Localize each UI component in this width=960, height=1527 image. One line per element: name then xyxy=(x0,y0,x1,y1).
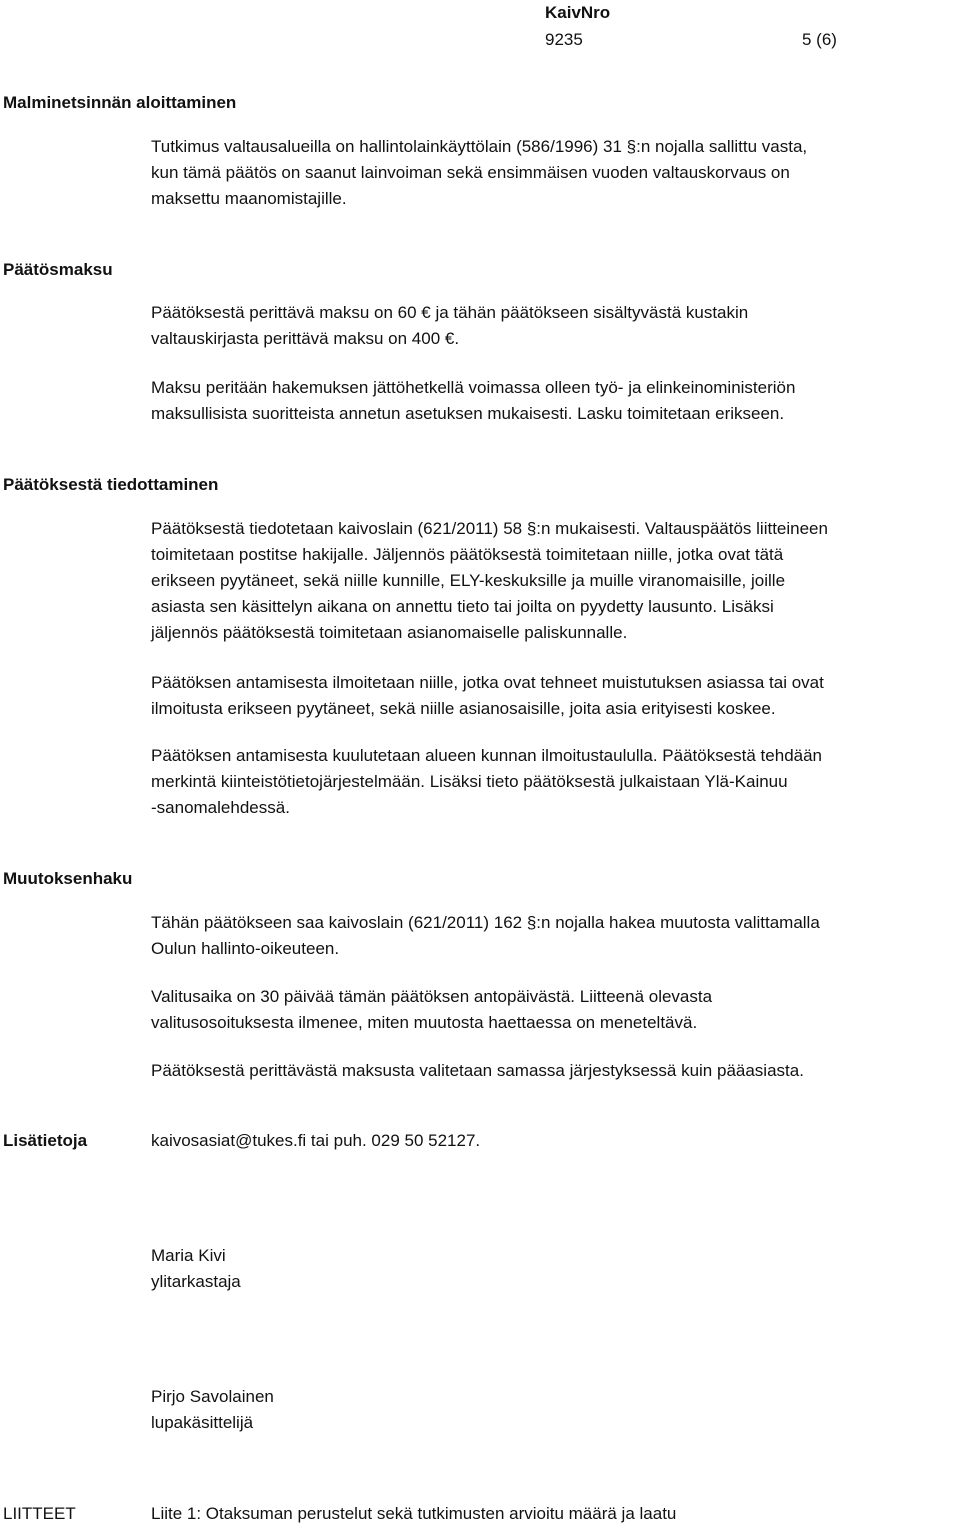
page-number: 5 (6) xyxy=(802,30,837,49)
text-line: Tähän päätökseen saa kaivoslain (621/2011) 162 §:n nojalla hakea muutosta valittamalla xyxy=(151,913,820,932)
paragraph-tiedottaminen-3 xyxy=(151,743,959,821)
text-line: merkintä kiinteistötietojärjestelmään. Lisäksi tieto päätöksestä julkaistaan Ylä-Kainuu xyxy=(151,772,788,791)
text-line: Valitusaika on 30 päivää tämän päätöksen antopäivästä. Liitteenä olevasta xyxy=(151,987,713,1006)
text-line: valitusosoituksesta ilmenee, miten muutosta haettaessa on meneteltävä. xyxy=(151,1013,698,1032)
text-line: -sanomalehdessä. xyxy=(151,798,290,817)
paragraph-muutoksenhaku-3 xyxy=(151,1058,959,1084)
text-line: Päätöksestä tiedotetaan kaivoslain (621/2011) 58 §:n mukaisesti. Valtauspäätös liitteineen xyxy=(151,519,828,538)
paragraph-tiedottaminen-2 xyxy=(151,670,959,722)
signer-name: Maria Kivi xyxy=(151,1246,226,1265)
paragraph-malminetsinta xyxy=(151,134,959,212)
text-line: valtauskirjasta perittävä maksu on 400 €. xyxy=(151,329,460,348)
signature-block-1 xyxy=(151,1243,959,1295)
paragraph-paatosmaksu-2 xyxy=(151,375,959,427)
contact-info: kaivosasiat@tukes.fi tai puh. 029 50 52127. xyxy=(151,1131,481,1150)
heading-malminetsinta: Malminetsinnän aloittaminen xyxy=(3,93,237,112)
text-line: asiasta sen käsittelyn aikana on annettu tieto tai joilta on pyydetty lausunto. Lisäksi xyxy=(151,597,774,616)
signer-title: ylitarkastaja xyxy=(151,1272,241,1291)
text-line: kun tämä päätös on saanut lainvoiman sekä ensimmäisen vuoden valtauskorvaus on xyxy=(151,163,790,182)
text-line: Päätöksestä perittävä maksu on 60 € ja tähän päätökseen sisältyvästä kustakin xyxy=(151,303,749,322)
paragraph-muutoksenhaku-2 xyxy=(151,984,959,1036)
text-line: maksettu maanomistajille. xyxy=(151,189,347,208)
document-number: 9235 xyxy=(545,30,583,49)
document-number-label: KaivNro xyxy=(545,3,611,22)
signer-title: lupakäsittelijä xyxy=(151,1413,254,1432)
text-line: maksullisista suoritteista annetun asetuksen mukaisesti. Lasku toimitetaan erikseen. xyxy=(151,404,785,423)
text-line: erikseen pyytäneet, sekä niille kunnille, ELY-keskuksille ja muille viranomaisille, joille xyxy=(151,571,786,590)
attachments-label: LIITTEET xyxy=(3,1504,76,1523)
attachment-item: Liite 1: Otaksuman perustelut sekä tutkimusten arvioitu määrä ja laatu xyxy=(151,1504,677,1523)
heading-muutoksenhaku: Muutoksenhaku xyxy=(3,869,133,888)
heading-paatosmaksu: Päätösmaksu xyxy=(3,260,113,279)
paragraph-paatosmaksu-1 xyxy=(151,300,959,352)
paragraph-tiedottaminen-1 xyxy=(151,516,959,646)
text-line: Maksu peritään hakemuksen jättöhetkellä voimassa olleen työ- ja elinkeinoministeriön xyxy=(151,378,796,397)
heading-lisatietoja: Lisätietoja xyxy=(3,1131,88,1150)
text-line: Oulun hallinto-oikeuteen. xyxy=(151,939,340,958)
text-line: Päätöksen antamisesta ilmoitetaan niille, jotka ovat tehneet muistutuksen asiassa tai ovat xyxy=(151,673,824,692)
paragraph-muutoksenhaku-1 xyxy=(151,910,959,962)
text-line: Tutkimus valtausalueilla on hallintolainkäyttölain (586/1996) 31 §:n nojalla sallittu vasta, xyxy=(151,137,808,156)
text-line: jäljennös päätöksestä toimitetaan asianomaiselle paliskunnalle. xyxy=(151,623,628,642)
text-line: Päätöksestä perittävästä maksusta valitetaan samassa järjestyksessä kuin pääasiasta. xyxy=(151,1061,804,1080)
heading-tiedottaminen: Päätöksestä tiedottaminen xyxy=(3,475,219,494)
text-line: toimitetaan postitse hakijalle. Jäljennös päätöksestä toimitetaan niille, jotka ovat tätä xyxy=(151,545,784,564)
text-line: Päätöksen antamisesta kuulutetaan alueen kunnan ilmoitustaululla. Päätöksestä tehdään xyxy=(151,746,823,765)
signer-name: Pirjo Savolainen xyxy=(151,1387,274,1406)
text-line: ilmoitusta erikseen pyytäneet, sekä niille asianosaisille, joita asia erityisesti koskee. xyxy=(151,699,776,718)
signature-block-2 xyxy=(151,1384,959,1436)
